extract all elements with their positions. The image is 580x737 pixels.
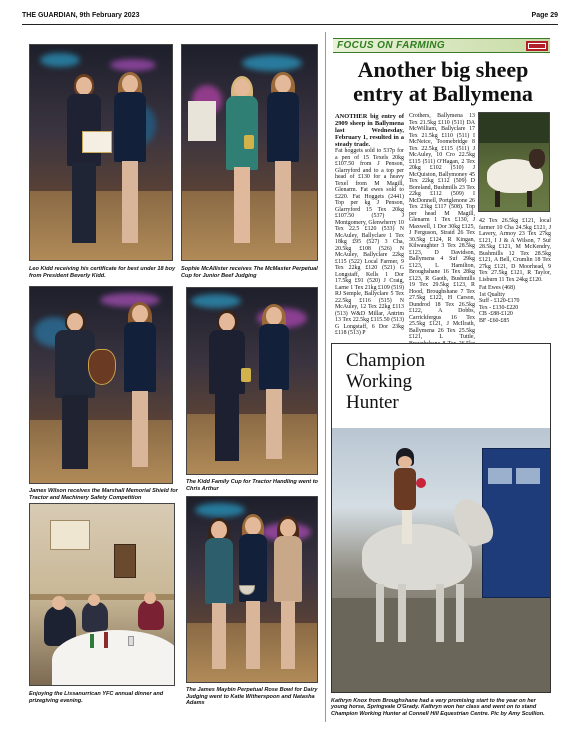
- fat-ewes-line-3: CB -£88-£120: [479, 311, 513, 317]
- article-col1-text: Fat hoggets sold to 537p for a pen of 15 Texels 20kg £107.50 from J Penson, Glarryford and to a top per head of £130 for a heavy Texel from M Magill, Glenarm. Fat ewes sold to £220. Fat Hoggets (2441) Top per kg J Penson, Glarryford 15 Tex 20kg £107.50 (537) J Montgomery, Glenwherry 10 Tex 22.5 £120 (533) N McAuley, Ballyclare 1 Tex 18kg £95 (527) 3 Cha, 20.5kg £108 (526) N McAuley, Ballyclare 22kg £115 (522) Local Farmer, 9 Tex 22kg £120 (521) G Longstaff, Kells 1 Dor 17.5kg £91 (520) J Craig, Larne 1 Tex 21kg £109 (519) RJ Semple, Ballyclare 5 Tex 22.5kg £116 (515) N McAuley, 12 Tex 22kg £113 (513) W&D Millar, Antrim 13 Tex 22.5kg £115.50 (513) G Longstaff, 6 Dor 23kg £118 (513) P: [335, 148, 405, 336]
- champion-title: [346, 350, 425, 413]
- champion-title-line-3: Hunter: [346, 392, 399, 413]
- header-rule: [22, 24, 558, 25]
- article-col3-text: 42 Tex 26.5kg £121, local farmer 10 Cha 24.5kg £121, J Lavery, Armoy 23 Tex 27kg £121, I J & A Wilson, 7 Suf 28.5kg £121, M McKendry, Bushmills 12 Tex 28.5kg £121, A Bell, Crumlin 18 Tex 27kg £121, D Moorhead, 9 Tex 27.5kg £121, R Taylor, Lisburn 11 Tex 24kg £120.: [479, 218, 551, 283]
- photo-rose-bowl: [186, 496, 318, 683]
- article-column-2: [409, 113, 475, 354]
- caption-sophie-mcallister: Sophie McAllister receives The McMaster Perpetual Cup for Junior Beef Judging: [181, 266, 318, 279]
- photo-james-wilson: [29, 286, 173, 484]
- caption-leo-kidd: Leo Kidd receiving his certificate for best under 18 boy from President Beverly Kidd.: [29, 266, 176, 279]
- page-number: Page 29: [531, 12, 558, 19]
- fat-ewes-line-2: Tex - £130-£220: [479, 304, 519, 311]
- article-col2-text: Crothers, Ballymena 13 Tex 21.5kg £110 (511) DA McWilliam, Ballyclare 17 Tex 21.5kg £110 (511) I McNeice, Toomebridge 8 Tex 22.5kg £115 (511) J McAuley, 10 Cro 22.5kg £115 (511) O'Hagan, 2 Tex 20kg £102 (510) J McQuiston, Ballymoney 45 Tex 22kg £112 (509) D Boreland, Bushmills 23 Tex 22kg £112 (509) I McDonnell, Portglenone 26 Tex 23kg £117 (508). Top per head M Magill, Glenarm 1 Tex £130, J Maxwell, 1 Dor 30kg £125, J Ferguson, Straid 26 Tex 30.5kg £124, R Kingan, Kilwaughter 3 Tex 28.5kg £123, D Davidson, Ballymena 4 Suf 29kg £123, L Hamilton, Broughshane 16 Tex 28kg £123, R Gaoth, Bushmills 19 Tex 29.5kg £123, R Hood, Broughshane 7 Tex 27.5kg £122, H Carson, Dundrod 18 Tex 26.5kg £122, A Dobbs, Carrickfergus 16 Tex 25.5kg £121, J McIlrath, Ballymena 26 Tex 25.5kg £121, L Tuttle,: [409, 113, 475, 340]
- page-header: [22, 9, 558, 23]
- photo-chris-arthur: [186, 287, 318, 475]
- caption-rose-bowl: The James Maybin Perpetual Rose Bowl for Dairy Judging went to Katie Witherspoon and Natasha Adams: [186, 687, 318, 707]
- publication-date: THE GUARDIAN, 9th February 2023: [22, 12, 140, 19]
- photo-sophie-mcallister: [181, 44, 318, 261]
- article-headline: Another big sheep entry at Ballymena: [353, 57, 533, 106]
- photo-champion-hunter: [332, 428, 550, 693]
- column-divider: [325, 32, 326, 722]
- caption-chris-arthur: The Kidd Family Cup for Tractor Handling went to Chris Arthur: [186, 479, 318, 492]
- fat-ewes-quality: 1st Quality: [479, 291, 506, 298]
- photo-sheep: [478, 112, 550, 212]
- fat-ewes-line-1: Suff - £120-£170: [479, 298, 520, 304]
- caption-champion-hunter: Kathryn Knox from Broughshane had a very promising start to the year on her young horse, Springvale O'Grady. Kathryn won her class and went on to stand Champion Working Hunter at Connell Hill Equestrian Centre. Pic by Amy Scullion.: [331, 698, 545, 717]
- fat-ewes-title: Fat Ewes (468): [479, 285, 515, 291]
- champion-title-line-1: Champion: [346, 350, 426, 371]
- guardian-logo-icon: [526, 41, 548, 51]
- caption-james-wilson: James Wilson receives the Marshall Memorial Shield for Tractor and Machinery Safety Competition: [29, 488, 178, 501]
- article-lead: ANOTHER big entry of 2909 sheep in Ballymena last Wednesday, February 1, resulted in a steady trade.: [335, 113, 404, 148]
- section-label: FOCUS ON FARMING: [337, 40, 446, 51]
- photo-leo-kidd: [29, 44, 173, 261]
- champion-feature: [331, 343, 551, 693]
- fat-ewes-line-4: BF -£60-£85: [479, 317, 510, 324]
- article-column-3: [479, 218, 551, 324]
- photo-annual-dinner: [29, 503, 175, 686]
- caption-annual-dinner: Enjoying the Lissanurrican YFC annual dinner and prizegiving evening.: [29, 691, 164, 704]
- section-banner: [333, 38, 550, 53]
- champion-title-line-2: Working: [346, 371, 413, 392]
- article-column-1: [335, 113, 404, 337]
